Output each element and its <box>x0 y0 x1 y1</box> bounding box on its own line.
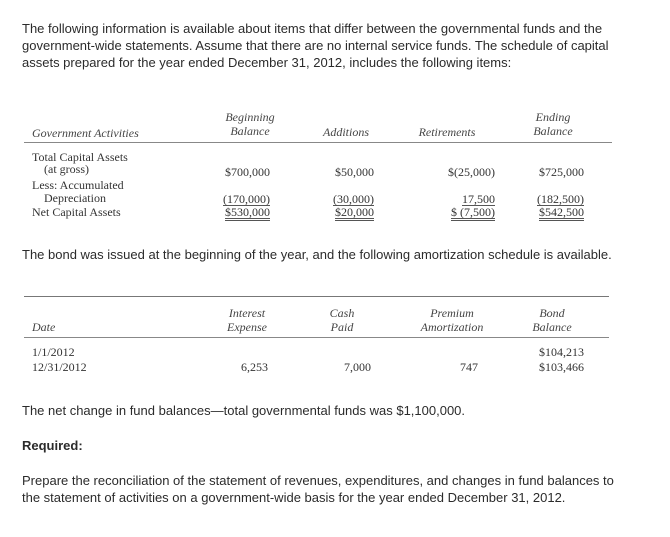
header-government-activities: Government Activities <box>32 126 139 140</box>
header-retirements: Retirements <box>418 125 476 139</box>
row-label-cont: (at gross) <box>44 162 89 176</box>
header-ending-line1: Ending <box>535 110 571 124</box>
header-bond-line1: Bond <box>539 306 565 320</box>
cell-interest-expense: 6,253 <box>241 360 268 374</box>
header-rule <box>24 337 609 338</box>
header-beginning-line2: Balance <box>230 124 270 138</box>
header-interest-line2: Expense <box>227 320 267 334</box>
header-bond-line2: Balance <box>532 320 572 334</box>
cell-ending: $542,500 <box>539 205 584 219</box>
capital-assets-table <box>22 108 612 228</box>
header-premium-line2: Amortization <box>420 320 484 334</box>
cell-retirements: $ (7,500) <box>451 205 495 219</box>
required-text: Prepare the reconciliation of the statement of revenues, expenditures, and changes in fund balances to the statement of activities on a government-wide basis for the year ended December 31, 2012. <box>22 473 614 505</box>
cell-additions: (30,000) <box>333 192 374 206</box>
cell-premium-amortization: 747 <box>460 360 478 374</box>
cell-beginning: $700,000 <box>225 165 270 179</box>
cell-beginning: (170,000) <box>223 192 270 206</box>
cell-additions: $20,000 <box>335 205 374 219</box>
cell-date: 12/31/2012 <box>32 360 87 374</box>
intro-paragraph: The following information is available about items that differ between the governmental funds and the government-wide statements. Assume that there are no internal service funds. The schedule of capital assets prepared for the year ended December 31, 2012, includes the following items: <box>22 21 609 70</box>
header-interest-line1: Interest <box>228 306 266 320</box>
cell-retirements: $(25,000) <box>448 165 495 179</box>
row-label-cont: Depreciation <box>44 191 106 205</box>
bond-amortization-table <box>22 296 612 386</box>
cell-cash-paid: 7,000 <box>344 360 371 374</box>
header-premium-line1: Premium <box>430 306 474 320</box>
header-date: Date <box>32 320 56 334</box>
cell-date: 1/1/2012 <box>32 345 75 359</box>
cell-bond-balance: $104,213 <box>539 345 584 359</box>
header-beginning-line1: Beginning <box>225 110 275 124</box>
top-rule <box>24 296 609 297</box>
header-cash-line2: Paid <box>330 320 354 334</box>
header-additions: Additions <box>322 125 369 139</box>
bond-paragraph: The bond was issued at the beginning of the year, and the following amortization schedule is available. <box>22 247 612 262</box>
cell-beginning: $530,000 <box>225 205 270 219</box>
required-heading: Required: <box>22 438 83 453</box>
row-label: Total Capital Assets <box>32 150 128 164</box>
cell-bond-balance: $103,466 <box>539 360 584 374</box>
cell-additions: $50,000 <box>335 165 374 179</box>
cell-retirements: 17,500 <box>462 192 495 206</box>
cell-ending: $725,000 <box>539 165 584 179</box>
row-label: Less: Accumulated <box>32 178 124 192</box>
header-cash-line1: Cash <box>329 306 355 320</box>
header-rule <box>24 142 612 143</box>
cell-ending: (182,500) <box>537 192 584 206</box>
row-label: Net Capital Assets <box>32 205 121 219</box>
header-ending-line2: Balance <box>533 124 573 138</box>
net-change-text: The net change in fund balances—total governmental funds was $1,100,000. <box>22 403 466 418</box>
